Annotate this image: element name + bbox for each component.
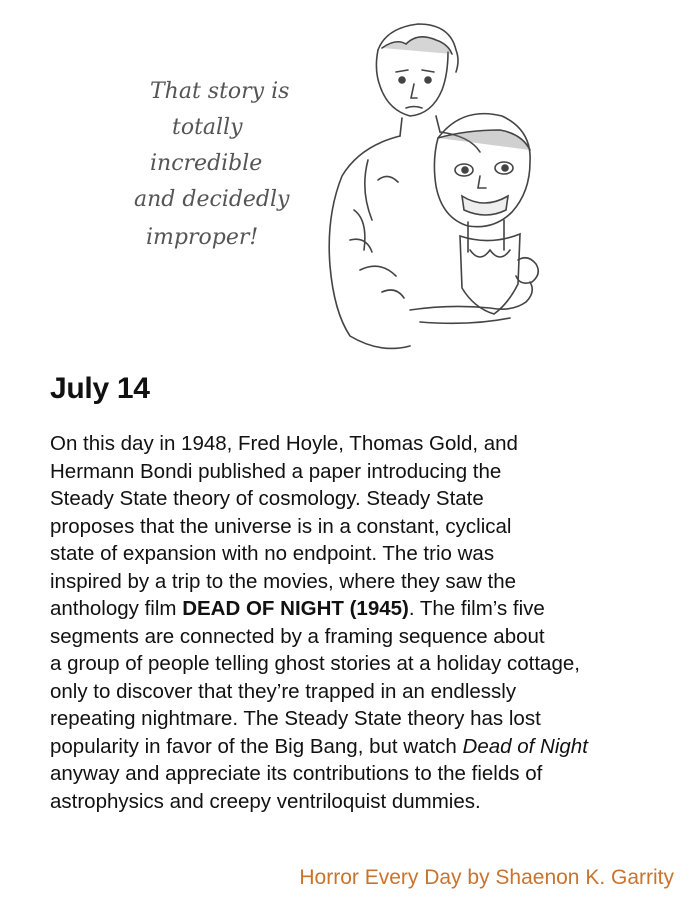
hand-sketch bbox=[410, 282, 532, 323]
sketch-drawing bbox=[120, 10, 560, 350]
body-line bbox=[50, 623, 660, 651]
sketch-illustration bbox=[120, 10, 560, 350]
dummy-figure bbox=[434, 114, 538, 314]
caption-line-1: That story is bbox=[150, 79, 290, 104]
body-text-segment: a group of people telling ghost stories at a holiday cottage, bbox=[50, 652, 580, 675]
body-text-segment: proposes that the universe is in a constant, cyclical bbox=[50, 514, 512, 538]
man-figure bbox=[329, 24, 480, 348]
body-text-segment: state of expansion with no endpoint. The trio was bbox=[50, 542, 495, 565]
body-line bbox=[50, 678, 660, 706]
body-line bbox=[50, 485, 660, 513]
body-line bbox=[50, 595, 660, 623]
body-line bbox=[50, 513, 660, 541]
film-title-bold: DEAD OF NIGHT (1945) bbox=[182, 597, 409, 620]
caption-line-4: and decidedly bbox=[134, 187, 290, 212]
body-line bbox=[50, 760, 660, 788]
body-text-segment: astrophysics and creepy ventriloquist dummies. bbox=[50, 789, 481, 813]
film-title-italic: Dead of Night bbox=[462, 734, 588, 758]
body-paragraph bbox=[50, 430, 660, 815]
body-text-segment: popularity in favor of the Big Bang, but watch bbox=[50, 734, 463, 758]
body-line bbox=[50, 430, 660, 458]
body-text-segment: . The film’s five bbox=[408, 597, 545, 620]
body-text-segment: inspired by a trip to the movies, where they saw the bbox=[50, 569, 517, 593]
body-line bbox=[50, 540, 660, 568]
caption-line-5: improper! bbox=[146, 225, 259, 250]
body-text-segment: anthology film bbox=[50, 597, 183, 620]
body-text-segment: only to discover that they’re trapped in an endlessly bbox=[50, 679, 517, 703]
body-line bbox=[50, 458, 660, 486]
speech-caption bbox=[134, 79, 290, 250]
body-line bbox=[50, 568, 660, 596]
date-heading: July 14 bbox=[50, 372, 150, 405]
body-text-segment: anyway and appreciate its contributions to the fields of bbox=[50, 762, 543, 785]
credit-line: Horror Every Day by Shaenon K. Garrity bbox=[299, 866, 674, 889]
body-text-segment: Steady State theory of cosmology. Steady State bbox=[50, 487, 484, 510]
body-text-segment: On this day in 1948, Fred Hoyle, Thomas Gold, and bbox=[50, 432, 518, 455]
caption-line-2: totally bbox=[172, 115, 243, 140]
body-line bbox=[50, 733, 660, 761]
body-text-segment: repeating nightmare. The Steady State theory has lost bbox=[50, 707, 541, 730]
body-line bbox=[50, 650, 660, 678]
body-line bbox=[50, 788, 660, 816]
body-line bbox=[50, 705, 660, 733]
body-text-segment: Hermann Bondi published a paper introducing the bbox=[50, 459, 502, 483]
body-text-segment: segments are connected by a framing sequence about bbox=[50, 624, 545, 648]
caption-line-3: incredible bbox=[150, 151, 263, 176]
